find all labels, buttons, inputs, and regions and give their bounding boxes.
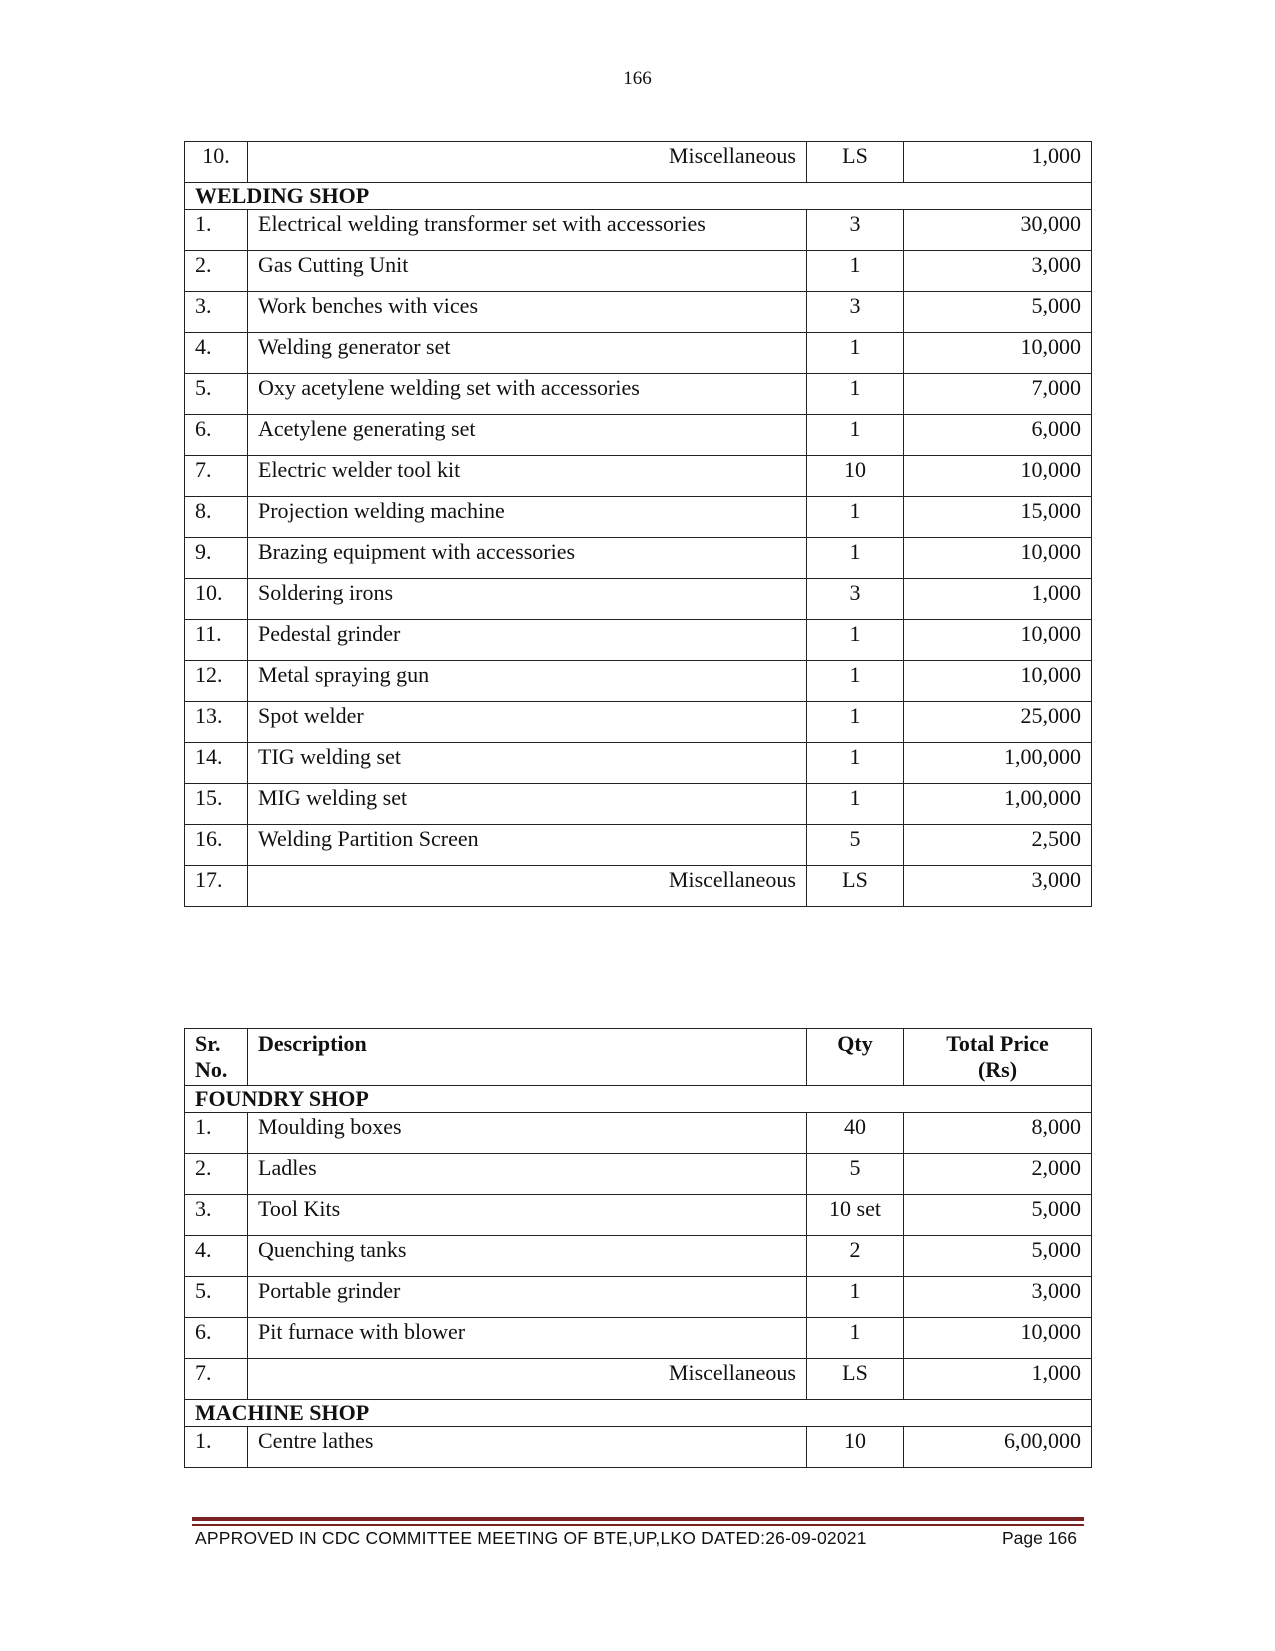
description-cell: Spot welder	[248, 702, 807, 743]
sr-cell: 6.	[185, 415, 248, 456]
price-cell: 6,000	[904, 415, 1092, 456]
price-cell: 10,000	[904, 538, 1092, 579]
price-cell: 1,000	[904, 1359, 1092, 1400]
price-cell: 30,000	[904, 210, 1092, 251]
table-row	[185, 661, 1092, 702]
sr-cell: 10.	[185, 142, 248, 183]
table-row	[185, 210, 1092, 251]
description-cell: Tool Kits	[248, 1195, 807, 1236]
sr-cell: 7.	[185, 1359, 248, 1400]
price-cell: 1,00,000	[904, 743, 1092, 784]
qty-cell: 10	[807, 456, 904, 497]
table-row	[185, 333, 1092, 374]
description-cell: Brazing equipment with accessories	[248, 538, 807, 579]
table-row	[185, 620, 1092, 661]
qty-cell: 3	[807, 210, 904, 251]
description-cell: Welding Partition Screen	[248, 825, 807, 866]
table-row	[185, 1277, 1092, 1318]
description-cell: MIG welding set	[248, 784, 807, 825]
price-cell: 7,000	[904, 374, 1092, 415]
description-cell: Quenching tanks	[248, 1236, 807, 1277]
description-cell: TIG welding set	[248, 743, 807, 784]
price-cell: 15,000	[904, 497, 1092, 538]
description-cell: Miscellaneous	[248, 866, 807, 907]
sr-cell: 8.	[185, 497, 248, 538]
qty-cell: 1	[807, 333, 904, 374]
qty-cell: 1	[807, 1277, 904, 1318]
price-cell: 5,000	[904, 1236, 1092, 1277]
qty-cell: 10 set	[807, 1195, 904, 1236]
header-price-line1: Total Price	[946, 1031, 1049, 1056]
table-row	[185, 1359, 1092, 1400]
table-row	[185, 866, 1092, 907]
price-cell: 1,000	[904, 579, 1092, 620]
qty-cell: 1	[807, 784, 904, 825]
sr-cell: 16.	[185, 825, 248, 866]
description-cell: Pedestal grinder	[248, 620, 807, 661]
qty-cell: 1	[807, 661, 904, 702]
header-price-line2: (Rs)	[977, 1057, 1018, 1082]
price-cell: 2,000	[904, 1154, 1092, 1195]
section-row	[185, 1086, 1092, 1113]
description-cell: Pit furnace with blower	[248, 1318, 807, 1359]
qty-cell: 1	[807, 538, 904, 579]
description-cell: Gas Cutting Unit	[248, 251, 807, 292]
sr-cell: 1.	[185, 210, 248, 251]
price-cell: 3,000	[904, 866, 1092, 907]
qty-cell: 40	[807, 1113, 904, 1154]
table-header-row	[185, 1029, 1092, 1086]
section-heading-foundry-shop: FOUNDRY SHOP	[185, 1086, 1092, 1113]
sr-cell: 1.	[185, 1427, 248, 1468]
sr-cell: 1.	[185, 1113, 248, 1154]
price-cell: 1,00,000	[904, 784, 1092, 825]
description-cell: Moulding boxes	[248, 1113, 807, 1154]
qty-cell: 1	[807, 415, 904, 456]
price-cell: 25,000	[904, 702, 1092, 743]
table-row	[185, 1318, 1092, 1359]
description-cell: Projection welding machine	[248, 497, 807, 538]
qty-cell: 5	[807, 825, 904, 866]
header-description: Description	[248, 1029, 807, 1086]
price-cell: 8,000	[904, 1113, 1092, 1154]
table-row	[185, 825, 1092, 866]
qty-cell: 2	[807, 1236, 904, 1277]
qty-cell: 3	[807, 292, 904, 333]
description-cell: Soldering irons	[248, 579, 807, 620]
table-row	[185, 497, 1092, 538]
header-qty: Qty	[807, 1029, 904, 1086]
price-cell: 3,000	[904, 1277, 1092, 1318]
sr-cell: 15.	[185, 784, 248, 825]
table-row	[185, 784, 1092, 825]
table-row	[185, 415, 1092, 456]
footer-page-label: Page 166	[1002, 1528, 1077, 1548]
qty-cell: 1	[807, 743, 904, 784]
sr-cell: 12.	[185, 661, 248, 702]
price-cell: 2,500	[904, 825, 1092, 866]
sr-cell: 13.	[185, 702, 248, 743]
table-row	[185, 743, 1092, 784]
price-cell: 10,000	[904, 456, 1092, 497]
price-cell: 10,000	[904, 333, 1092, 374]
sr-cell: 5.	[185, 1277, 248, 1318]
header-sr-line2: No.	[195, 1057, 228, 1082]
sr-cell: 5.	[185, 374, 248, 415]
sr-cell: 10.	[185, 579, 248, 620]
sr-cell: 14.	[185, 743, 248, 784]
footer-approval-text: APPROVED IN CDC COMMITTEE MEETING OF BTE,UP,LKO DATED:26-09-02021	[195, 1528, 867, 1548]
description-cell: Welding generator set	[248, 333, 807, 374]
qty-cell: 1	[807, 1318, 904, 1359]
table-row	[185, 292, 1092, 333]
foundry-shop-rows	[185, 1113, 1092, 1400]
footer-rule-thin	[192, 1524, 1084, 1526]
description-cell: Ladles	[248, 1154, 807, 1195]
sr-cell: 4.	[185, 333, 248, 374]
page-number: 166	[623, 68, 652, 89]
description-cell: Electrical welding transformer set with accessories	[248, 210, 807, 251]
description-cell: Acetylene generating set	[248, 415, 807, 456]
foundry-machine-shop-table	[184, 1028, 1092, 1468]
section-heading-machine-shop: MACHINE SHOP	[185, 1400, 1092, 1427]
price-cell: 1,000	[904, 142, 1092, 183]
section-heading-welding-shop: WELDING SHOP	[185, 183, 1092, 210]
table-row	[185, 251, 1092, 292]
price-cell: 5,000	[904, 1195, 1092, 1236]
description-cell: Metal spraying gun	[248, 661, 807, 702]
welding-shop-rows	[185, 210, 1092, 907]
sr-cell: 11.	[185, 620, 248, 661]
table-row	[185, 374, 1092, 415]
footer-rule-thick	[192, 1517, 1084, 1521]
table-row	[185, 1154, 1092, 1195]
qty-cell: 1	[807, 251, 904, 292]
description-cell: Electric welder tool kit	[248, 456, 807, 497]
section-row	[185, 1400, 1092, 1427]
qty-cell: 5	[807, 1154, 904, 1195]
sr-cell: 2.	[185, 1154, 248, 1195]
machine-shop-rows	[185, 1427, 1092, 1468]
header-sr-line1: Sr.	[195, 1031, 221, 1056]
welding-shop-table	[184, 141, 1092, 907]
description-cell: Miscellaneous	[248, 1359, 807, 1400]
qty-cell: LS	[807, 866, 904, 907]
price-cell: 10,000	[904, 1318, 1092, 1359]
price-cell: 6,00,000	[904, 1427, 1092, 1468]
description-cell: Work benches with vices	[248, 292, 807, 333]
qty-cell: LS	[807, 1359, 904, 1400]
sr-cell: 9.	[185, 538, 248, 579]
table-row	[185, 1113, 1092, 1154]
qty-cell: 3	[807, 579, 904, 620]
description-cell: Miscellaneous	[248, 142, 807, 183]
price-cell: 3,000	[904, 251, 1092, 292]
description-cell: Portable grinder	[248, 1277, 807, 1318]
table-row	[185, 1195, 1092, 1236]
table-row	[185, 1236, 1092, 1277]
sr-cell: 3.	[185, 292, 248, 333]
qty-cell: LS	[807, 142, 904, 183]
qty-cell: 1	[807, 702, 904, 743]
table-row	[185, 456, 1092, 497]
qty-cell: 1	[807, 497, 904, 538]
description-cell: Centre lathes	[248, 1427, 807, 1468]
sr-cell: 6.	[185, 1318, 248, 1359]
section-row	[185, 183, 1092, 210]
header-sr	[185, 1029, 248, 1086]
qty-cell: 1	[807, 374, 904, 415]
qty-cell: 1	[807, 620, 904, 661]
sr-cell: 2.	[185, 251, 248, 292]
table-row	[185, 579, 1092, 620]
qty-cell: 10	[807, 1427, 904, 1468]
header-total-price	[904, 1029, 1092, 1086]
table-row	[185, 702, 1092, 743]
price-cell: 10,000	[904, 620, 1092, 661]
price-cell: 10,000	[904, 661, 1092, 702]
sr-cell: 17.	[185, 866, 248, 907]
sr-cell: 7.	[185, 456, 248, 497]
description-cell: Oxy acetylene welding set with accessories	[248, 374, 807, 415]
table-row	[185, 142, 1092, 183]
sr-cell: 4.	[185, 1236, 248, 1277]
table-row	[185, 538, 1092, 579]
price-cell: 5,000	[904, 292, 1092, 333]
sr-cell: 3.	[185, 1195, 248, 1236]
table-row	[185, 1427, 1092, 1468]
